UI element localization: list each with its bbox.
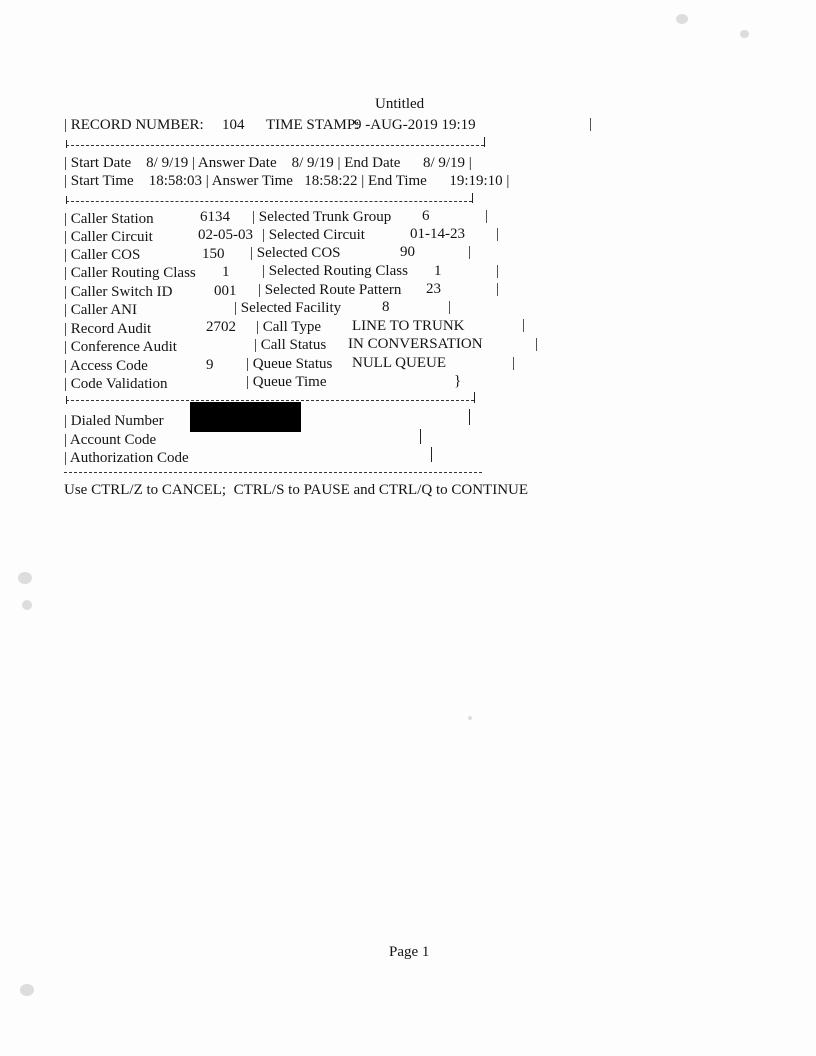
- separator-line: [64, 472, 482, 473]
- scan-speck: [20, 984, 34, 996]
- field-label: | Caller Switch ID: [64, 284, 173, 300]
- scan-speck: [18, 572, 32, 584]
- field-label: | Conference Audit: [64, 339, 177, 355]
- time-stamp-label: TIME STAMP:: [266, 117, 360, 133]
- field-label: | Call Status: [254, 337, 327, 353]
- field-end-bar: |: [485, 208, 489, 224]
- page-number: Page 1: [389, 944, 430, 960]
- scan-speck: [740, 30, 749, 38]
- field-value: 90: [400, 244, 415, 260]
- separator-line: [66, 400, 474, 401]
- record-number-label: | RECORD NUMBER:: [64, 117, 204, 133]
- field-label: | Caller ANI: [64, 302, 137, 318]
- field-label: | Call Type: [256, 319, 322, 335]
- record-number-value: 104: [222, 117, 245, 133]
- time-stamp-value: 9 -AUG-2019 19:19: [354, 117, 476, 133]
- account-code-end-bar: [420, 429, 421, 444]
- field-label: | Selected Facility: [234, 300, 342, 316]
- account-code-label: | Account Code: [64, 432, 157, 448]
- field-value: 23: [426, 281, 441, 297]
- separator-bar: [472, 193, 473, 203]
- separator-bar: [484, 137, 485, 147]
- field-end-bar: |: [496, 263, 500, 279]
- scan-speck: [676, 14, 688, 24]
- separator-bar: [66, 140, 67, 148]
- separator-bar: [66, 396, 67, 404]
- scan-speck: [22, 600, 32, 610]
- separator-bar: [474, 392, 475, 403]
- field-label: | Selected Trunk Group: [252, 209, 392, 225]
- field-label: | Queue Time: [246, 374, 327, 390]
- header-end-bar: |: [589, 116, 593, 132]
- separator-line: [66, 145, 484, 146]
- field-value: 8: [382, 299, 390, 315]
- field-value: 6: [422, 208, 430, 224]
- field-label: | Queue Status: [246, 356, 333, 372]
- field-value: 6134: [200, 209, 230, 225]
- field-label: | Selected Route Pattern: [258, 282, 402, 298]
- field-label: | Selected Routing Class: [262, 263, 408, 279]
- field-end-bar: |: [512, 355, 516, 371]
- field-value: 1: [434, 263, 442, 279]
- field-label: | Caller Circuit: [64, 229, 153, 245]
- field-end-bar: |: [535, 336, 539, 352]
- scan-speck: [468, 716, 472, 720]
- field-label: | Access Code: [64, 358, 148, 374]
- authorization-code-label: | Authorization Code: [64, 450, 189, 466]
- field-end-bar: |: [448, 299, 452, 315]
- field-end-bar: |: [496, 281, 500, 297]
- field-value: NULL QUEUE: [352, 355, 447, 371]
- field-label: | Caller Routing Class: [64, 265, 196, 281]
- field-end-bar: |: [496, 226, 500, 242]
- field-value: 01-14-23: [410, 226, 465, 242]
- field-value: 2702: [206, 319, 236, 335]
- field-label: | Caller COS: [64, 247, 141, 263]
- field-value: IN CONVERSATION: [348, 336, 483, 352]
- field-label: | Code Validation: [64, 376, 168, 392]
- dialed-number-end-bar: [469, 409, 470, 425]
- field-value: 150: [202, 246, 225, 262]
- field-label: | Record Audit: [64, 321, 152, 337]
- field-value: 02-05-03: [198, 227, 253, 243]
- separator-bar: [66, 196, 67, 204]
- field-value: 1: [222, 264, 230, 280]
- field-label: | Selected Circuit: [262, 227, 365, 243]
- times-row: | Start Time 18:58:03 | Answer Time 18:58:22 | End Time 19:19:10 |: [64, 173, 510, 189]
- field-label: | Caller Station: [64, 211, 154, 227]
- field-end-bar: |: [468, 244, 472, 260]
- dates-row: | Start Date 8/ 9/19 | Answer Date 8/ 9/19 | End Date 8/ 9/19 |: [64, 155, 472, 171]
- field-value: 9: [206, 357, 214, 373]
- field-value: LINE TO TRUNK: [352, 318, 465, 334]
- separator-line: [66, 201, 472, 202]
- redaction-box: [190, 402, 301, 432]
- field-label: | Selected COS: [250, 245, 341, 261]
- terminal-instructions: Use CTRL/Z to CANCEL; CTRL/S to PAUSE and CTRL/Q to CONTINUE: [64, 482, 529, 498]
- authorization-code-end-bar: [431, 447, 432, 462]
- document-title: Untitled: [375, 96, 425, 112]
- field-value: 001: [214, 283, 237, 299]
- field-end-bar: |: [522, 317, 526, 333]
- field-end-bar: }: [454, 373, 462, 389]
- dialed-number-label: | Dialed Number: [64, 413, 164, 429]
